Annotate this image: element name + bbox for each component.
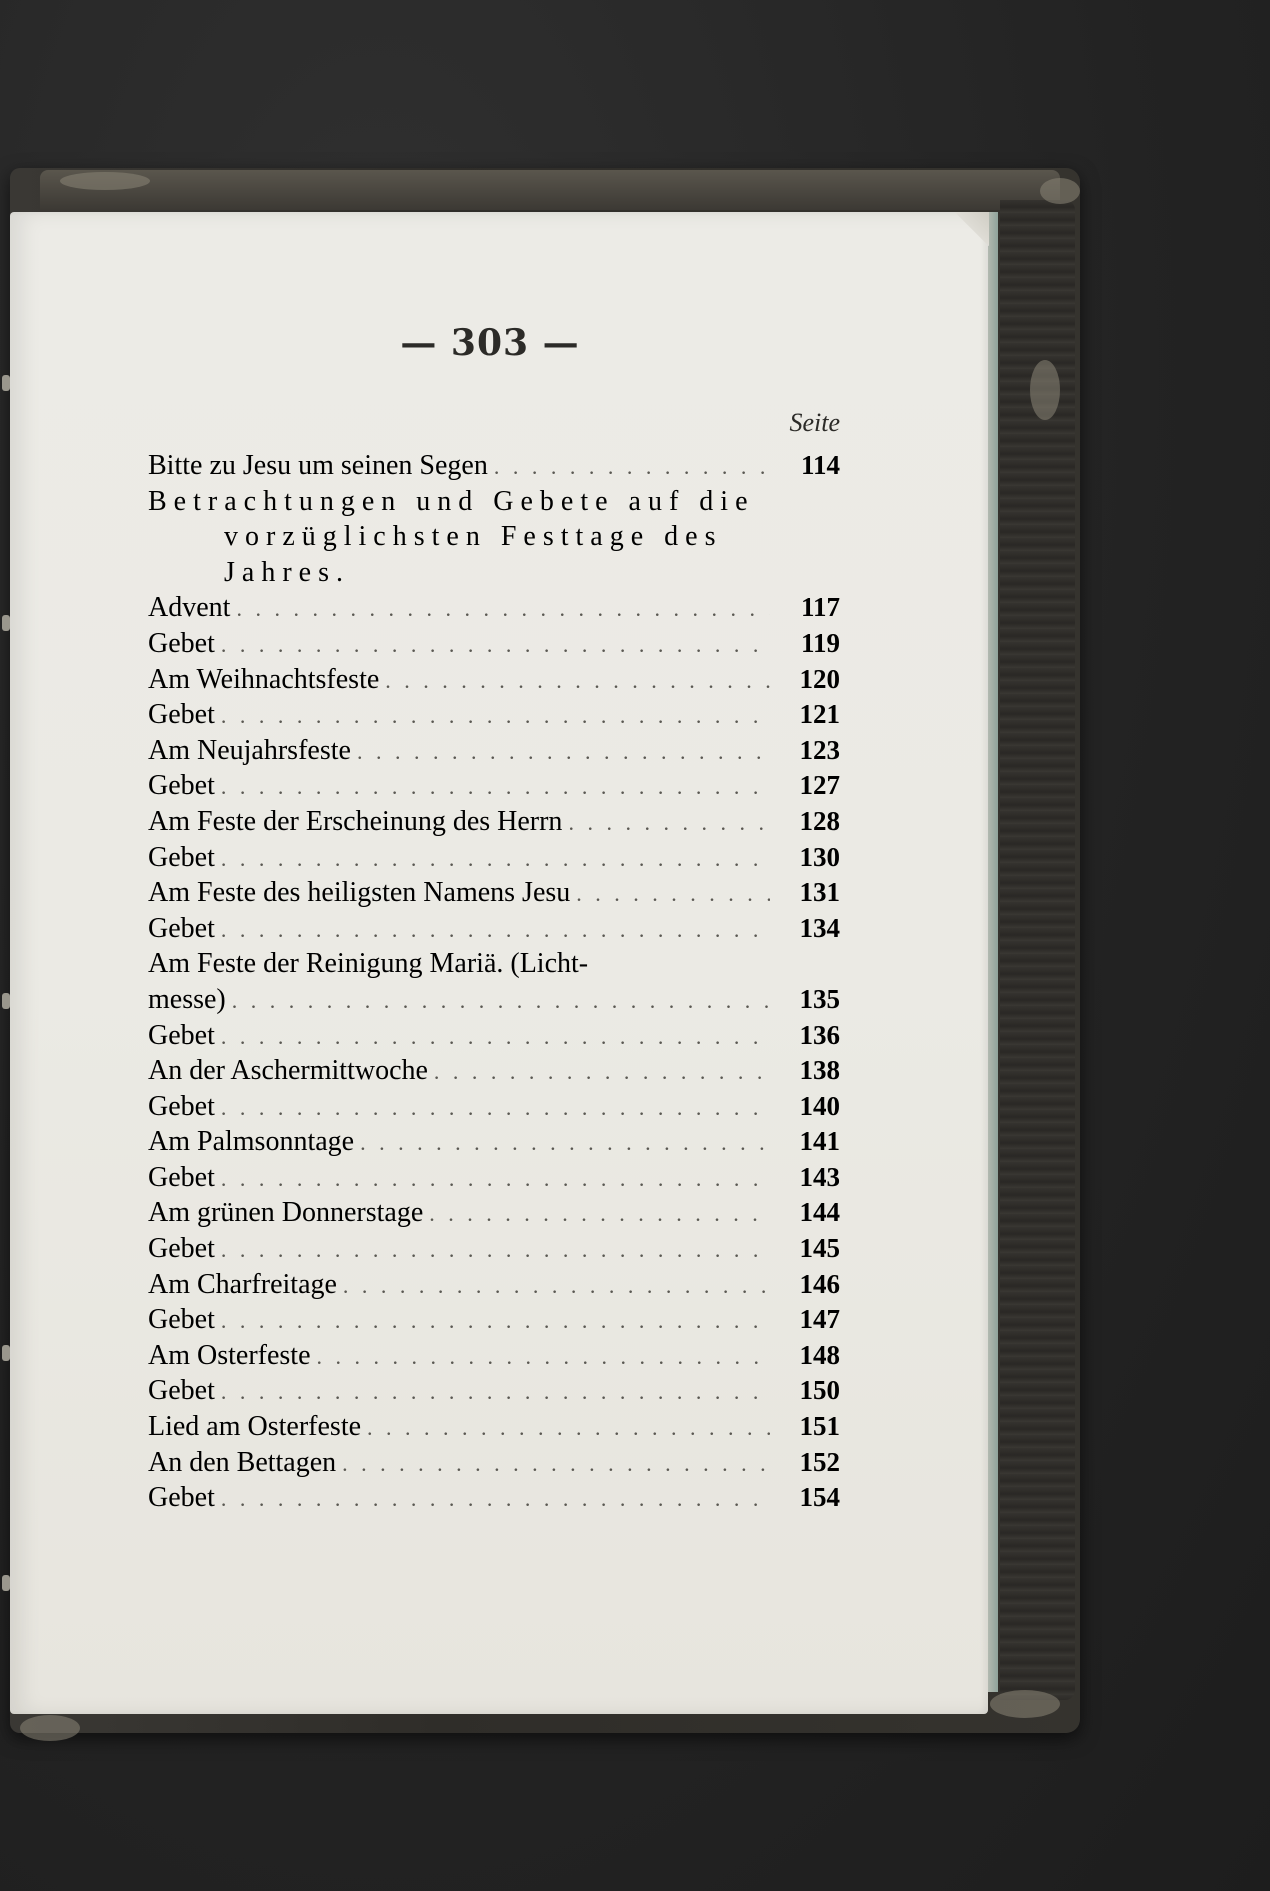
toc-entry: [148, 911, 840, 947]
toc-dot-leader: [429, 1196, 770, 1232]
toc-entry-page: 134: [799, 912, 840, 943]
toc-dot-leader: [494, 449, 770, 485]
toc-entry-title: Gebet: [148, 699, 215, 731]
toc-dot-leader: [221, 627, 770, 663]
toc-dot-leader: [221, 1161, 770, 1197]
toc-dot-leader: [343, 1268, 770, 1304]
toc-entry-title: Lied am Osterfeste: [148, 1411, 362, 1443]
toc-entry: [148, 697, 840, 733]
toc-entry-title: An den Bettagen: [148, 1446, 337, 1478]
binding-stitch: [2, 1345, 10, 1361]
toc-entry-title: Jahres.: [224, 556, 350, 588]
toc-entry-page: 135: [799, 983, 840, 1014]
toc-entry: [148, 1373, 840, 1409]
toc-entry-title: messe): [148, 983, 226, 1015]
toc-entry-title: Am grünen Donnerstage: [148, 1197, 424, 1229]
toc-entry: [148, 875, 840, 911]
toc-dot-leader: [385, 663, 770, 699]
toc-dot-leader: [221, 1090, 770, 1126]
toc-entry-page: 117: [800, 592, 840, 623]
page-number: — 303 —: [400, 322, 580, 364]
toc-entry-title: Gebet: [148, 1304, 215, 1336]
toc-dot-leader: [221, 841, 770, 877]
toc-entry-title: Gebet: [148, 1482, 215, 1514]
toc-dot-leader: [221, 769, 770, 805]
toc-entry-page: 150: [799, 1375, 840, 1406]
toc-entry-page: 145: [799, 1233, 840, 1264]
table-of-contents: [148, 448, 840, 1516]
cover-wear-mark: [990, 1690, 1060, 1718]
toc-entry: [148, 1160, 840, 1196]
toc-entry-title: Gebet: [148, 1375, 215, 1407]
toc-entry: [148, 946, 840, 982]
toc-entry-page: 154: [799, 1482, 840, 1513]
toc-entry-title: An der Aschermittwoche: [148, 1055, 428, 1087]
toc-entry-page: 128: [799, 805, 840, 836]
toc-entry: [148, 1231, 840, 1267]
toc-entry-page: 120: [799, 663, 840, 694]
toc-entry-title: Gebet: [148, 770, 215, 802]
toc-entry-title: Am Charfreitage: [148, 1268, 337, 1300]
toc-entry-title: Gebet: [148, 627, 215, 659]
toc-entry-title: Am Osterfeste: [148, 1339, 311, 1371]
toc-entry-page: 143: [799, 1161, 840, 1192]
toc-entry-title: Gebet: [148, 1161, 215, 1193]
toc-section-heading: [148, 519, 840, 555]
toc-entry: [148, 1195, 840, 1231]
binding-stitch: [2, 375, 10, 391]
toc-dot-leader: [221, 698, 770, 734]
toc-entry-title: Gebet: [148, 1019, 215, 1051]
toc-entry-title: Am Feste des heiligsten Namens Jesu: [148, 877, 571, 909]
toc-entry-page: 121: [799, 699, 840, 730]
book-spine: [1000, 200, 1075, 1700]
toc-entry: [148, 1053, 840, 1089]
toc-dot-leader: [568, 805, 770, 841]
cover-wear-mark: [1040, 178, 1080, 204]
toc-entry-page: 147: [799, 1304, 840, 1335]
toc-entry: [148, 982, 840, 1018]
cover-wear-mark: [20, 1715, 80, 1741]
toc-entry: [148, 840, 840, 876]
toc-entry-page: 152: [799, 1446, 840, 1477]
toc-entry-title: Gebet: [148, 912, 215, 944]
toc-entry: [148, 768, 840, 804]
toc-entry-title: Gebet: [148, 1090, 215, 1122]
binding-stitch: [2, 1575, 10, 1591]
book-cover-top-edge: [40, 170, 1060, 210]
toc-entry: [148, 626, 840, 662]
toc-entry-page: 138: [799, 1055, 840, 1086]
toc-entry-page: 119: [800, 627, 840, 658]
toc-entry-page: 136: [799, 1019, 840, 1050]
toc-entry-page: 146: [799, 1268, 840, 1299]
toc-entry: [148, 1267, 840, 1303]
toc-entry-page: 114: [800, 450, 840, 480]
toc-entry-title: Am Feste der Erscheinung des Herrn: [148, 805, 563, 837]
toc-entry: [148, 1302, 840, 1338]
toc-section-heading: [148, 555, 840, 591]
toc-entry-page: 141: [799, 1126, 840, 1157]
toc-entry-title: Am Weihnachtsfeste: [148, 663, 380, 695]
toc-entry: [148, 448, 840, 484]
toc-entry-page: 140: [799, 1090, 840, 1121]
toc-entry-title: Advent: [148, 592, 231, 624]
toc-dot-leader: [236, 591, 770, 627]
toc-entry-page: 130: [799, 841, 840, 872]
toc-dot-leader: [357, 734, 770, 770]
toc-entry-page: 123: [799, 734, 840, 765]
toc-entry: [148, 1445, 840, 1481]
toc-dot-leader: [221, 1019, 770, 1055]
page-column-header: Seite: [789, 408, 840, 437]
toc-entry-title: Bitte zu Jesu um seinen Segen: [148, 450, 488, 481]
toc-entry-title: Am Palmsonntage: [148, 1126, 355, 1158]
toc-dot-leader: [367, 1410, 770, 1446]
toc-section-heading: [148, 484, 840, 520]
toc-entry-page: 144: [799, 1197, 840, 1228]
toc-entry-title: Gebet: [148, 841, 215, 873]
toc-dot-leader: [576, 876, 770, 912]
toc-entry-title: Am Feste der Reinigung Mariä. (Licht-: [148, 948, 589, 980]
toc-dot-leader: [232, 983, 770, 1019]
toc-entry: [148, 1124, 840, 1160]
cover-wear-mark: [60, 172, 150, 190]
toc-dot-leader: [221, 1303, 770, 1339]
toc-entry-title: Gebet: [148, 1233, 215, 1265]
cover-wear-mark: [1030, 360, 1060, 420]
toc-entry-title: vorzüglichsten Festtage des: [224, 521, 723, 553]
toc-entry: [148, 804, 840, 840]
toc-entry-page: 148: [799, 1339, 840, 1370]
toc-dot-leader: [360, 1125, 770, 1161]
toc-dot-leader: [434, 1054, 770, 1090]
toc-entry-title: Am Neujahrsfeste: [148, 734, 351, 766]
toc-entry: [148, 1338, 840, 1374]
toc-dot-leader: [317, 1339, 770, 1375]
toc-entry: [148, 662, 840, 698]
toc-entry: [148, 1089, 840, 1125]
toc-dot-leader: [342, 1446, 770, 1482]
toc-dot-leader: [221, 1374, 770, 1410]
toc-entry-page: 151: [799, 1411, 840, 1442]
toc-entry-page: 127: [799, 770, 840, 801]
toc-entry: [148, 1480, 840, 1516]
toc-entry: [148, 733, 840, 769]
toc-entry: [148, 1018, 840, 1054]
toc-dot-leader: [221, 1481, 770, 1517]
binding-stitch: [2, 993, 10, 1009]
toc-dot-leader: [221, 912, 770, 948]
toc-entry: [148, 590, 840, 626]
toc-entry: [148, 1409, 840, 1445]
toc-entry-title: Betrachtungen und Gebete auf die: [148, 485, 755, 517]
binding-stitch: [2, 615, 10, 631]
toc-entry-page: 131: [799, 877, 840, 908]
page-corner-fold: [955, 212, 989, 246]
toc-dot-leader: [221, 1232, 770, 1268]
